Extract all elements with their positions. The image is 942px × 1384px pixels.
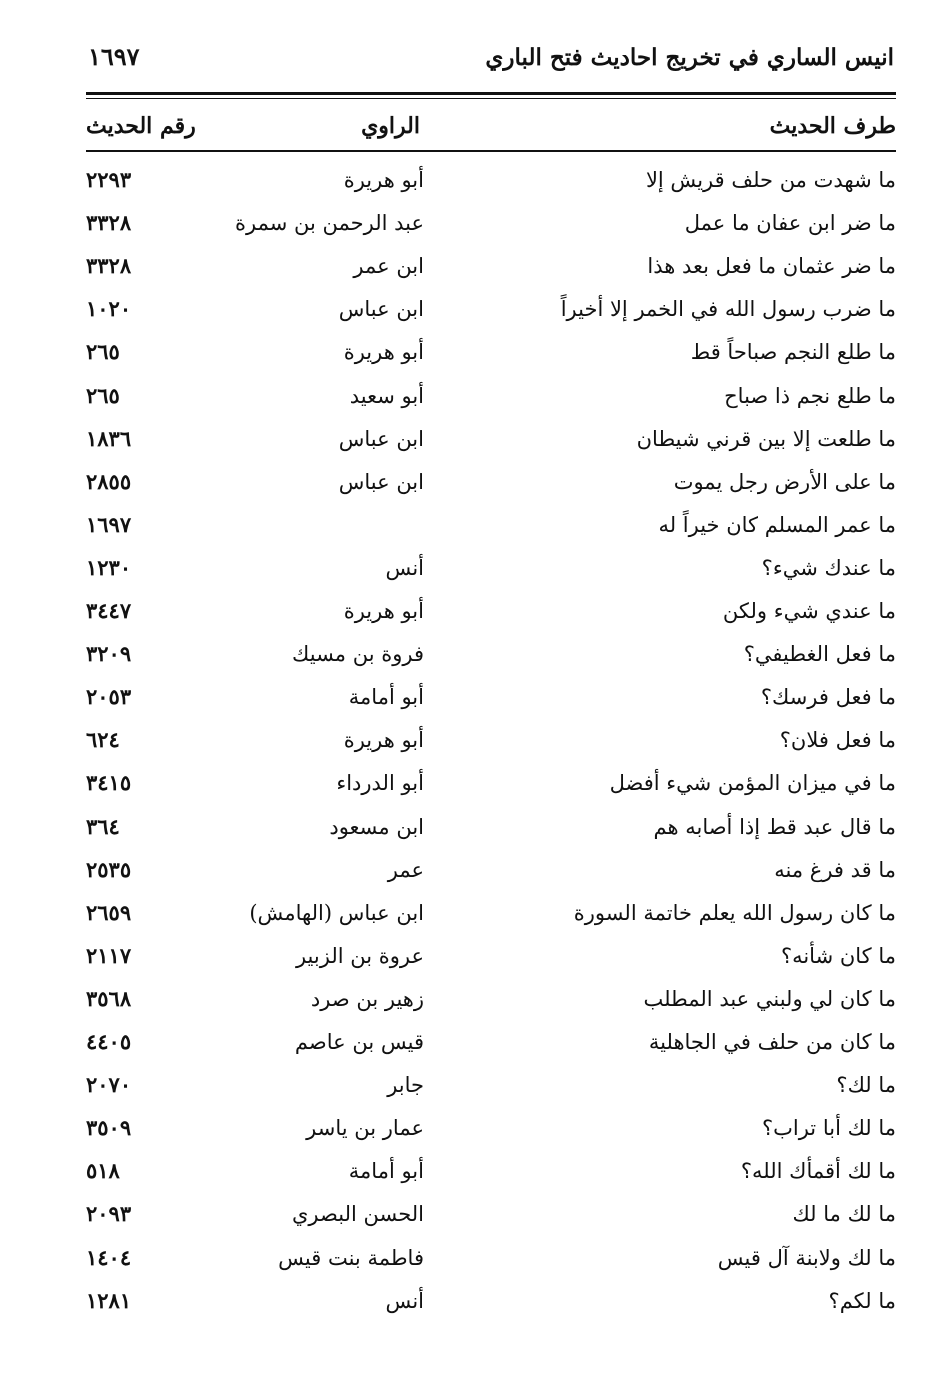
- table-row: [86, 289, 896, 329]
- hadith-number: ٤٤٠٥: [86, 1029, 132, 1054]
- header-hadith-text: طرف الحديث: [769, 113, 896, 139]
- hadith-text: ما لك أبا تراب؟: [761, 1116, 896, 1141]
- header-rule-bottom: [86, 150, 896, 152]
- hadith-text: ما في ميزان المؤمن شيء أفضل: [609, 771, 896, 796]
- table-row: [86, 376, 896, 416]
- hadith-number: ١٢٨١: [86, 1287, 132, 1313]
- narrator-name: عمر: [387, 857, 424, 882]
- hadith-number: ٣٥٦٨: [86, 985, 132, 1011]
- hadith-text: ما ضر عثمان ما فعل بعد هذا: [647, 254, 896, 279]
- table-row: [86, 1065, 896, 1105]
- header-rule-thin: [86, 98, 896, 99]
- table-row: [86, 893, 896, 933]
- table-row: [86, 1151, 896, 1191]
- hadith-number: ١٢٣٠: [86, 554, 132, 580]
- hadith-text: ما ضرب رسول الله في الخمر إلا أخيراً: [560, 297, 896, 322]
- hadith-text: ما لك ما لك: [792, 1202, 896, 1227]
- hadith-text: ما قال عبد قط إذا أصابه هم: [653, 814, 896, 839]
- hadith-text: ما عندك شيء؟: [761, 555, 896, 580]
- table-row: [86, 850, 896, 890]
- hadith-number: ٣٢٠٩: [86, 641, 132, 667]
- table-row: [86, 246, 896, 286]
- narrator-name: عبد الرحمن بن سمرة: [235, 211, 424, 236]
- hadith-text: ما طلعت إلا بين قرني شيطان: [636, 426, 896, 451]
- narrator-name: أبو أمامة: [348, 685, 424, 710]
- hadith-text: ما على الأرض رجل يموت: [673, 469, 896, 494]
- hadith-text: ما كان لي ولبني عبد المطلب: [643, 986, 896, 1011]
- table-row: [86, 936, 896, 976]
- hadith-number: ٢٨٥٥: [86, 468, 132, 494]
- hadith-number: ٣٣٢٨: [86, 210, 132, 236]
- narrator-name: أبو هريرة: [343, 728, 424, 753]
- hadith-number: ٢٥٣٥: [86, 856, 132, 882]
- page-number: ١٦٩٧: [88, 42, 140, 71]
- table-row: [86, 1022, 896, 1062]
- narrator-name: ابن عباس: [338, 426, 424, 451]
- hadith-text: ما كان شأنه؟: [780, 943, 896, 968]
- hadith-text: ما عندي شيء ولكن: [722, 599, 896, 623]
- hadith-number: ٢٠٥٣: [86, 684, 132, 710]
- hadith-number: ٢٦٥: [86, 339, 120, 365]
- table-row: [86, 807, 896, 847]
- hadith-text: ما طلع نجم ذا صباح: [724, 383, 896, 408]
- hadith-number: ١٨٣٦: [86, 425, 132, 451]
- column-headers: [86, 106, 896, 146]
- narrator-name: ابن عباس: [338, 469, 424, 494]
- hadith-text: ما فعل فلان؟: [779, 728, 896, 753]
- hadith-number: ٢٠٧٠: [86, 1072, 132, 1098]
- narrator-name: أبو هريرة: [343, 340, 424, 365]
- narrator-name: أبو الدرداء: [336, 771, 424, 796]
- narrator-name: أبو هريرة: [343, 168, 424, 192]
- narrator-name: ابن عباس (الهامش): [249, 900, 424, 925]
- hadith-number: ٢٦٥: [86, 382, 120, 408]
- hadith-number: ٢٠٩٣: [86, 1201, 132, 1227]
- hadith-text: ما كان رسول الله يعلم خاتمة السورة: [573, 900, 896, 925]
- hadith-number: ٥١٨: [86, 1158, 120, 1184]
- header-hadith-number: رقم الحديث: [86, 113, 196, 139]
- hadith-text: ما قد فرغ منه: [774, 857, 896, 882]
- table-row: [86, 419, 896, 459]
- narrator-name: فاطمة بنت قيس: [278, 1245, 424, 1270]
- hadith-text: ما فعل الغطيفي؟: [743, 642, 896, 667]
- table-row: [86, 203, 896, 243]
- narrator-name: أنس: [385, 555, 424, 580]
- narrator-name: فروة بن مسيك: [292, 642, 424, 667]
- hadith-number: ٣٦٤: [86, 813, 120, 839]
- hadith-number: ١٤٠٤: [86, 1244, 132, 1270]
- table-row: [86, 332, 896, 372]
- narrator-name: أنس: [385, 1288, 424, 1313]
- table-row: [86, 548, 896, 588]
- table-row: [86, 677, 896, 717]
- narrator-name: ابن عباس: [338, 297, 424, 322]
- table-row: [86, 160, 896, 200]
- running-title: انيس الساري في تخريج احاديث فتح الباري: [485, 44, 894, 71]
- hadith-number: ١٠٢٠: [86, 296, 132, 322]
- narrator-name: زهير بن صرد: [310, 986, 424, 1011]
- table-row: [86, 1238, 896, 1278]
- hadith-number: ٢١١٧: [86, 942, 132, 968]
- hadith-number: ٣٤١٥: [86, 770, 132, 796]
- narrator-name: ابن مسعود: [329, 814, 424, 839]
- hadith-text: ما عمر المسلم كان خيراً له: [658, 512, 896, 537]
- table-row: [86, 505, 896, 545]
- narrator-name: ابن عمر: [353, 254, 424, 279]
- header-narrator: الراوي: [361, 113, 420, 139]
- narrator-name: أبو هريرة: [343, 599, 424, 623]
- hadith-text: ما لك؟: [836, 1073, 896, 1098]
- narrator-name: عمار بن ياسر: [306, 1116, 424, 1141]
- narrator-name: قيس بن عاصم: [294, 1030, 424, 1054]
- table-row: [86, 462, 896, 502]
- header-rule-thick: [86, 92, 896, 95]
- hadith-number: ٣٤٤٧: [86, 598, 132, 623]
- hadith-text: ما لك أقمأك الله؟: [740, 1159, 896, 1184]
- hadith-text: ما طلع النجم صباحاً قط: [690, 340, 896, 365]
- table-row: [86, 763, 896, 803]
- hadith-text: ما ضر ابن عفان ما عمل: [684, 211, 896, 236]
- hadith-text: ما كان من حلف في الجاهلية: [648, 1030, 896, 1054]
- table-row: [86, 1281, 896, 1321]
- table-row: [86, 1194, 896, 1234]
- table-row: [86, 720, 896, 760]
- table-row: [86, 634, 896, 674]
- hadith-number: ٣٥٠٩: [86, 1115, 132, 1141]
- table-row: [86, 1108, 896, 1148]
- narrator-name: أبو سعيد: [349, 383, 424, 408]
- narrator-name: جابر: [387, 1073, 424, 1098]
- hadith-text: ما لك ولابنة آل قيس: [717, 1245, 896, 1270]
- hadith-text: ما لكم؟: [828, 1288, 896, 1313]
- narrator-name: أبو أمامة: [348, 1159, 424, 1184]
- hadith-number: ٣٣٢٨: [86, 253, 132, 279]
- hadith-number: ٦٢٤: [86, 727, 120, 753]
- hadith-number: ١٦٩٧: [86, 511, 132, 537]
- narrator-name: الحسن البصري: [292, 1202, 424, 1227]
- hadith-text: ما فعل فرسك؟: [760, 685, 896, 710]
- hadith-number: ٢٦٥٩: [86, 899, 132, 925]
- hadith-text: ما شهدت من حلف قريش إلا: [645, 168, 896, 192]
- table-row: [86, 979, 896, 1019]
- table-row: [86, 591, 896, 631]
- narrator-name: عروة بن الزبير: [295, 943, 424, 968]
- hadith-number: ٢٢٩٣: [86, 167, 132, 192]
